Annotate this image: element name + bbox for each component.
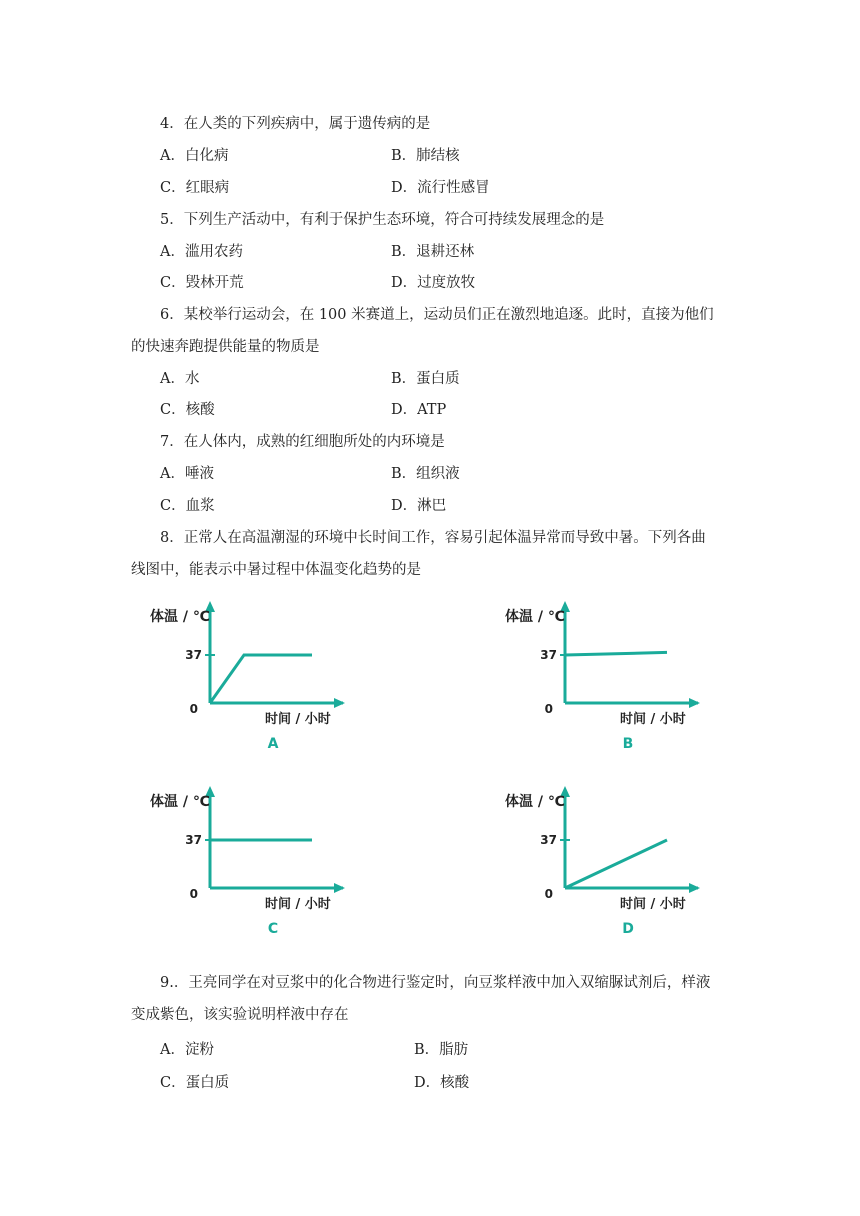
x-axis-arrow: [689, 883, 700, 893]
question-5-option-a: A．滥用农药: [160, 244, 243, 260]
chart-svg: [145, 780, 355, 940]
y-axis-label: 体温 / ℃: [150, 794, 210, 810]
question-7-option-a: A．唾液: [160, 466, 214, 482]
question-5-option-c: C．毁林开荒: [160, 275, 244, 291]
chart-b: [500, 595, 710, 755]
question-4-stem: 4．在人类的下列疾病中，属于遗传病的是: [160, 116, 431, 132]
chart-title: B: [622, 736, 634, 752]
question-8-stem: 8．正常人在高温潮湿的环境中长时间工作，容易引起体温异常而导致中暑。下列各曲: [160, 530, 706, 546]
series-line: [210, 655, 312, 703]
question-4-option-d: D．流行性感冒: [391, 180, 490, 196]
question-5-stem: 5．下列生产活动中，有利于保护生态环境，符合可持续发展理念的是: [160, 212, 605, 228]
question-9-option-c: C．蛋白质: [160, 1075, 230, 1091]
chart-title: C: [267, 921, 279, 937]
question-6-option-b: B．蛋白质: [391, 371, 460, 387]
question-4-option-c: C．红眼病: [160, 180, 230, 196]
question-8-stem-continued: 线图中，能表示中暑过程中体温变化趋势的是: [131, 562, 421, 578]
question-6-option-d: D．ATP: [391, 402, 447, 418]
question-7-option-d: D．淋巴: [391, 498, 447, 514]
x-axis-label: 时间 / 小时: [620, 897, 686, 912]
question-4-option-b: B．肺结核: [391, 148, 460, 164]
question-9-stem-continued: 变成紫色，该实验说明样液中存在: [131, 1007, 349, 1023]
x-axis-arrow: [334, 883, 345, 893]
question-4-option-a: A．白化病: [160, 148, 229, 164]
chart-a: [145, 595, 355, 755]
question-7-stem: 7．在人体内，成熟的红细胞所处的内环境是: [160, 434, 445, 450]
question-5-option-b: B．退耕还林: [391, 244, 475, 260]
chart-d: [500, 780, 710, 940]
tick-label-37: 37: [540, 648, 557, 662]
chart-c: [145, 780, 355, 940]
question-9-option-d: D．核酸: [414, 1075, 470, 1091]
x-axis-arrow: [689, 698, 700, 708]
chart-svg: [500, 780, 710, 940]
series-line: [565, 652, 667, 655]
tick-label-37: 37: [185, 648, 202, 662]
tick-label-0: 0: [189, 887, 198, 901]
question-6-stem-continued: 的快速奔跑提供能量的物质是: [131, 339, 320, 355]
question-9-stem: 9.．王亮同学在对豆浆中的化合物进行鉴定时，向豆浆样液中加入双缩脲试剂后，样液: [160, 975, 711, 991]
tick-label-37: 37: [185, 833, 202, 847]
tick-label-0: 0: [544, 887, 553, 901]
question-6-stem: 6．某校举行运动会，在 100 米赛道上，运动员们正在激烈地追逐。此时，直接为他们: [160, 307, 714, 323]
question-5-option-d: D．过度放牧: [391, 275, 476, 291]
x-axis-label: 时间 / 小时: [265, 897, 331, 912]
tick-label-37: 37: [540, 833, 557, 847]
question-9-option-a: A．淀粉: [160, 1042, 214, 1058]
x-axis-arrow: [334, 698, 345, 708]
question-7-option-c: C．血浆: [160, 498, 215, 514]
y-axis-label: 体温 / ℃: [150, 609, 210, 625]
question-7-option-b: B．组织液: [391, 466, 460, 482]
chart-title: D: [622, 921, 634, 937]
chart-svg: [145, 595, 355, 755]
x-axis-label: 时间 / 小时: [620, 712, 686, 727]
question-6-option-a: A．水: [160, 371, 200, 387]
chart-title: A: [267, 736, 279, 752]
y-axis-label: 体温 / ℃: [505, 609, 565, 625]
question-9-option-b: B．脂肪: [414, 1042, 469, 1058]
tick-label-0: 0: [189, 702, 198, 716]
tick-label-0: 0: [544, 702, 553, 716]
chart-svg: [500, 595, 710, 755]
question-6-option-c: C．核酸: [160, 402, 215, 418]
x-axis-label: 时间 / 小时: [265, 712, 331, 727]
y-axis-label: 体温 / ℃: [505, 794, 565, 810]
series-line: [565, 840, 667, 888]
